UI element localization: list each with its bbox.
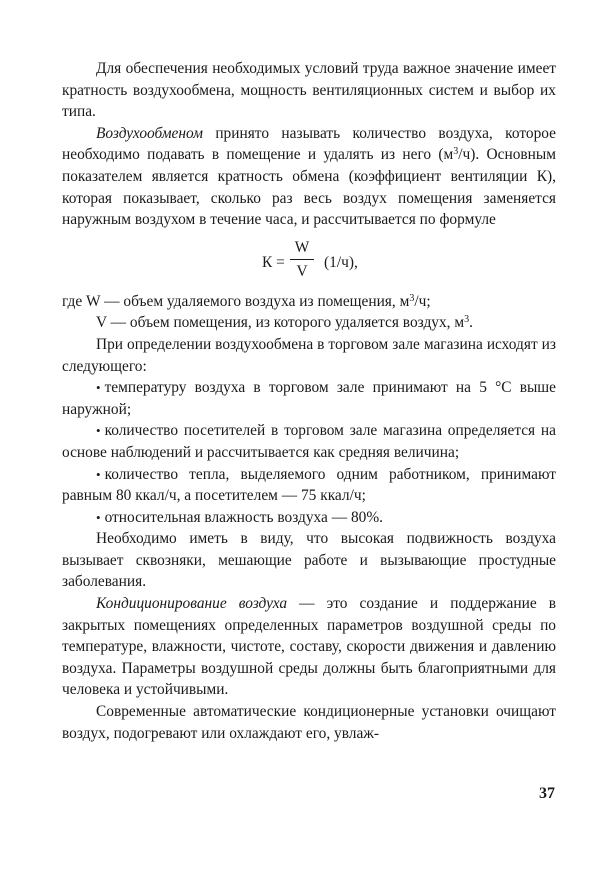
list-item	[62, 464, 556, 507]
bullet-icon: •	[96, 509, 101, 525]
term-air-exchange: Воздухообменом	[96, 124, 203, 142]
bullet-icon: •	[96, 423, 101, 439]
superscript: 3	[453, 146, 459, 158]
bullet-icon: •	[96, 380, 101, 396]
superscript: 3	[464, 314, 470, 326]
formula-where-w	[62, 291, 556, 313]
list-item	[62, 377, 556, 420]
paragraph-modern-units: Современные автоматические кондиционерные установки очищают воздух, подогревают или охлаждают его, увлаж-	[62, 703, 556, 742]
paragraph-text: принято называть количество воздуха, которое необходимо подавать в помещение и удалять из него (м	[62, 124, 556, 164]
page-number: 37	[539, 785, 555, 802]
formula-lhs: К =	[262, 253, 285, 271]
paragraph-ventilation-intro: Для обеспечения необходимых условий труда важное значение имеет кратность воздухообмена, мощность вентиляционных систем и выбор их типа.	[62, 60, 556, 121]
where-text: V — объем помещения, из которого удаляется воздух, м	[96, 314, 465, 332]
where-text: /ч;	[414, 292, 431, 310]
paragraph-air-conditioning-definition	[62, 593, 556, 701]
where-text: .	[469, 314, 473, 332]
paragraph-text: — это создание и поддержание в закрытых помещениях определенных параметров воздушной среды по температуре, влажности, чистоте, составу, скорости движения и давлению воздуха. Параметры воздушной среды должны быть благоприятными для человека и устойчивыми.	[62, 595, 556, 699]
formula-fraction	[288, 237, 316, 282]
superscript: 3	[409, 292, 415, 304]
list-item-text: относительная влажность воздуха — 80%.	[104, 508, 384, 526]
list-item-text: температуру воздуха в торговом зале принимают на 5 °С выше наружной;	[62, 379, 556, 418]
formula-denominator: V	[296, 262, 308, 280]
list-item-text: количество тепла, выделяемого одним работником, принимают равным 80 ккал/ч, а посетителем — 75 ккал/ч;	[62, 465, 556, 505]
paragraph-air-mobility: Необходимо иметь в виду, что высокая подвижность воздуха вызывает сквозняки, мешающие работе и вызывающие простудные заболевания.	[62, 530, 556, 591]
formula-numerator: W	[294, 238, 310, 256]
paragraph-text: /ч). Основным показателем является кратность обмена (коэффициент вентиляции К), которая показывает, сколько раз весь воздух помещения заменяется наружным воздухом в течение часа, и рассчитывается по формуле	[62, 146, 556, 229]
list-item-text: количество посетителей в торговом зале магазина определяется на основе наблюдений и рассчитывается как средняя величина;	[62, 422, 556, 461]
term-air-conditioning: Кондиционирование воздуха	[96, 595, 288, 613]
paragraph-determination: При определении воздухообмена в торговом зале магазина исходят из следующего:	[62, 335, 556, 375]
list-item	[62, 507, 556, 529]
page-body	[62, 58, 556, 744]
formula-unit: (1/ч),	[324, 253, 358, 271]
bullet-icon: •	[96, 466, 101, 482]
formula-exchange-rate	[62, 237, 556, 291]
list-item	[62, 420, 556, 463]
paragraph-air-exchange-definition	[62, 123, 556, 231]
where-text: где W — объем удаляемого воздуха из помещения, м	[62, 292, 410, 310]
formula-where-v	[62, 312, 556, 334]
